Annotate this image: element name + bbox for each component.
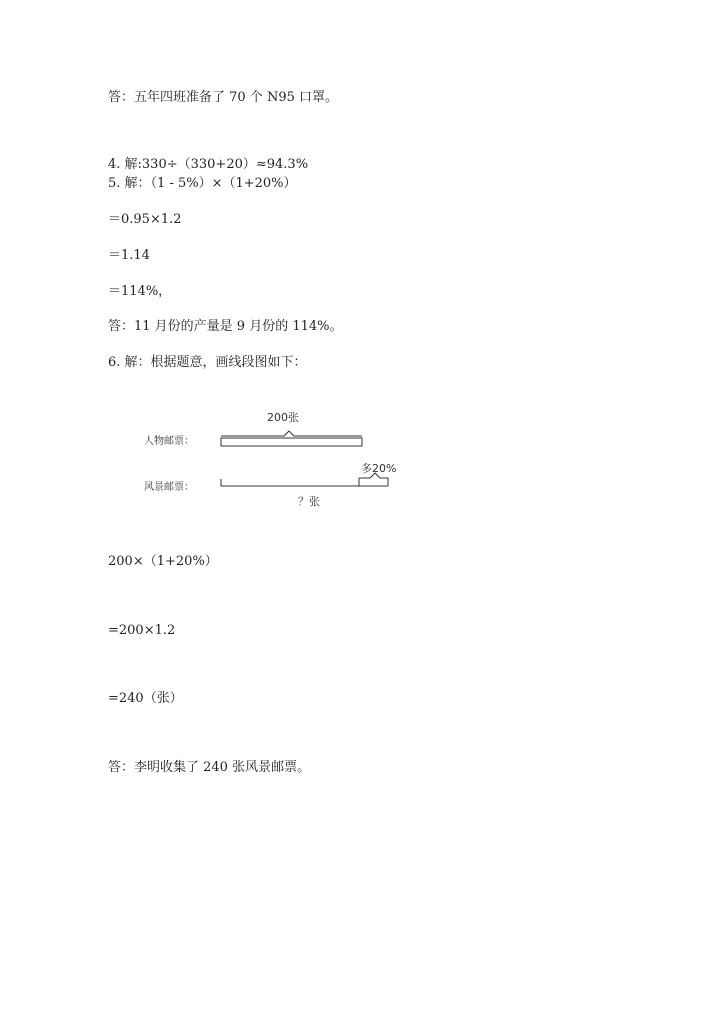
q6-intro: 6. 解：根据题意，画线段图如下：	[108, 355, 307, 370]
q5-step-1: ＝0.95×1.2	[108, 212, 182, 227]
row1-brace	[221, 431, 362, 436]
q5-step-2: ＝1.14	[108, 248, 150, 263]
line-segment-diagram	[130, 400, 410, 520]
row2-extra: 多20%	[361, 462, 397, 475]
q6-step-2: =240（张）	[108, 691, 183, 706]
q5-solution: 5. 解：（1 - 5%）×（1+20%）	[108, 176, 297, 191]
q4-solution: 4. 解:330÷（330+20）≈94.3%	[108, 157, 309, 172]
answer-q5: 答：11 月份的产量是 9 月份的 114%。	[108, 319, 343, 334]
answer-q3: 答：五年四班准备了 70 个 N95 口罩。	[108, 90, 338, 105]
row1-label: 人物邮票：	[144, 436, 194, 447]
q5-step-3: ＝114%，	[108, 284, 172, 299]
q6-expression: 200×（1+20%）	[108, 554, 218, 569]
row2-label: 风景邮票：	[144, 482, 194, 493]
row1-segment	[221, 438, 362, 446]
answer-q6: 答：李明收集了 240 张风景邮票。	[108, 760, 311, 775]
row2-segment	[221, 478, 388, 486]
row2-amount: ？张	[298, 495, 320, 508]
row1-amount: 200张	[267, 411, 299, 424]
q6-step-1: =200×1.2	[108, 623, 176, 638]
